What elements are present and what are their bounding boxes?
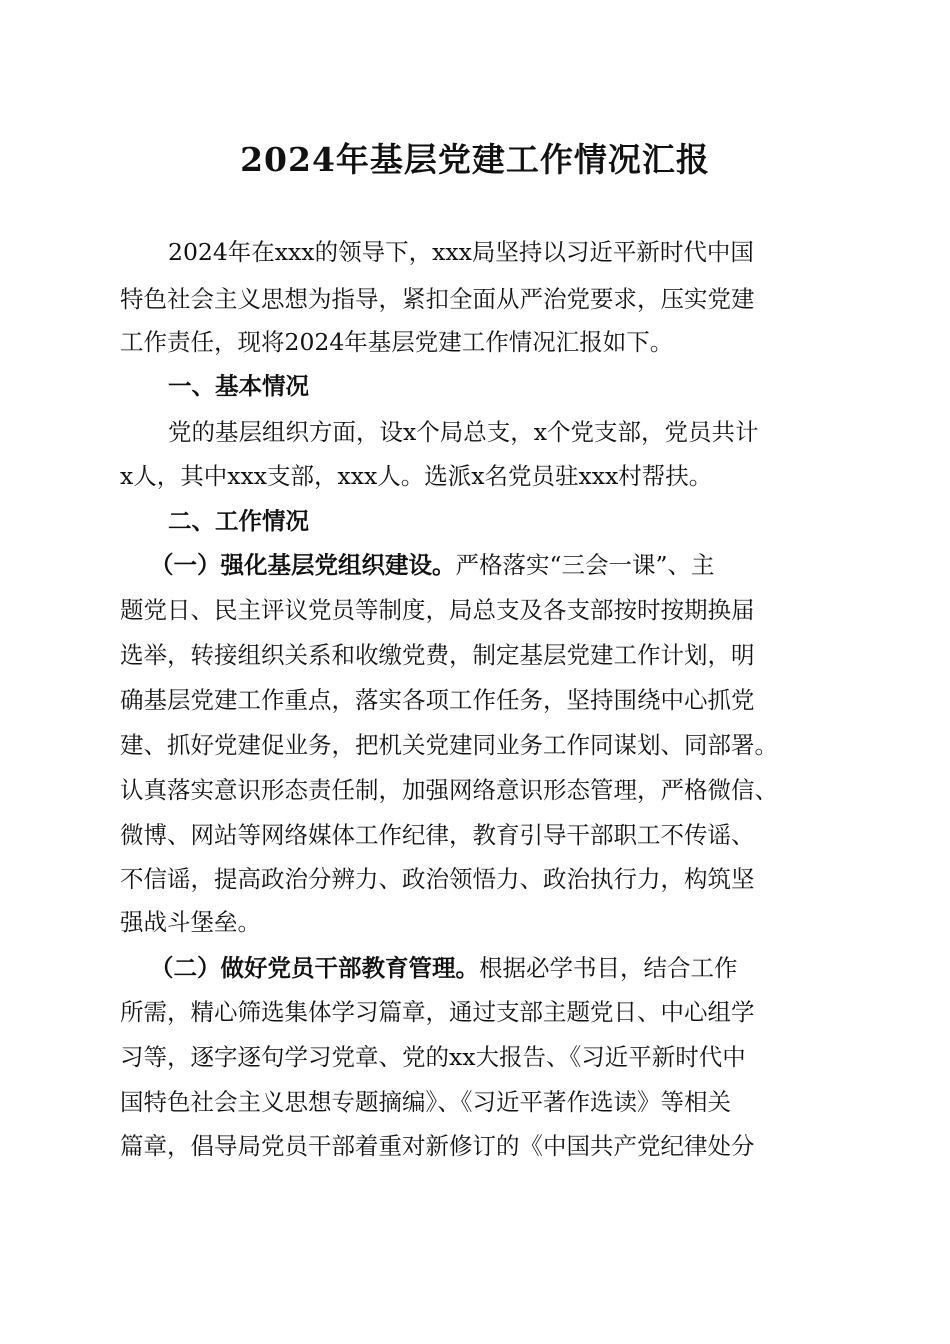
intro-line-3: 工作责任，现将2024年基层党建工作情况汇报如下。 — [120, 328, 674, 356]
section1-heading: 一、基本情况 — [168, 372, 309, 400]
item2-first-rest: 根据必学书目，结合工作 — [479, 954, 738, 982]
item1-line: 选举，转接组织关系和收缴党费，制定基层党建工作计划，明 — [120, 641, 755, 669]
section1-line-1: 党的基层组织方面，设x个局总支，x个党支部，党员共计 — [168, 418, 759, 446]
item1-first-rest: 严格落实“三会一课”、主 — [455, 551, 715, 579]
item2-line: 所需，精心筛选集体学习篇章，通过支部主题党日、中心组学 — [120, 998, 755, 1026]
item2-line: 篇章，倡导局党员干部着重对新修订的《中国共产党纪律处分 — [120, 1132, 755, 1160]
item1-line: 不信谣，提高政治分辨力、政治领悟力、政治执行力，构筑坚 — [120, 865, 755, 893]
item1-line: 强战斗堡垒。 — [120, 908, 261, 936]
item2-line: 国特色社会主义思想专题摘编》、《习近平著作选读》等相关 — [120, 1088, 731, 1116]
item1-line: 题党日、民主评议党员等制度，局总支及各支部按时按期换届 — [120, 596, 755, 624]
document-title: 2024年基层党建工作情况汇报 — [240, 140, 710, 179]
item1-lead: （一）强化基层党组织建设。 — [150, 551, 456, 579]
item1-line: 确基层党建工作重点，落实各项工作任务，坚持围绕中心抓党 — [120, 686, 755, 714]
item2-lead: （二）做好党员干部教育管理。 — [150, 954, 479, 982]
item2-line: 习等，逐字逐句学习党章、党的xx大报告、《习近平新时代中 — [120, 1043, 746, 1071]
item1-line: 认真落实意识形态责任制，加强网络意识形态管理，严格微信、 — [120, 776, 778, 804]
item1-line: 建、抓好党建促业务，把机关党建同业务工作同谋划、同部署。 — [120, 731, 778, 759]
item1-first-line — [150, 549, 715, 581]
item1-line: 微博、网站等网络媒体工作纪律，教育引导干部职工不传谣、 — [120, 821, 755, 849]
section1-line-2: x人，其中xxx支部，xxx人。选派x名党员驻xxx村帮扶。 — [120, 462, 713, 490]
item2-first-line — [150, 952, 738, 984]
section2-heading: 二、工作情况 — [168, 507, 309, 535]
intro-line-1: 2024年在xxx的领导下，xxx局坚持以习近平新时代中国 — [168, 238, 754, 266]
intro-line-2: 特色社会主义思想为指导，紧扣全面从严治党要求，压实党建 — [120, 285, 755, 313]
